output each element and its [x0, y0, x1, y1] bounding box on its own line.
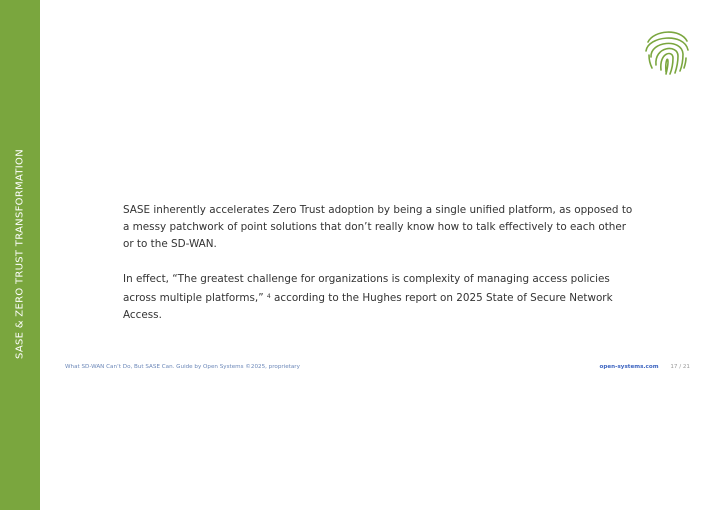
footer-right — [600, 364, 690, 370]
page-number: 17 / 21 — [670, 364, 690, 370]
fingerprint-icon — [640, 24, 694, 78]
main-content — [123, 202, 638, 342]
website-link[interactable]: open-systems.com — [599, 364, 659, 370]
paragraph-sase-zero-trust: SASE inherently accelerates Zero Trust adoption by being a single unified platform, as opposed to a messy patchwork of point solutions that don’t really know how to talk effectively to each other or to the SD-WAN. — [123, 204, 633, 250]
paragraph-hughes-report — [123, 271, 638, 324]
quote-attribution: according to the Hughes report on 2025 State of Secure Network Access. — [123, 292, 613, 321]
quote-text: In effect, “The greatest challenge for organizations is complexity of managing access policies across multiple platforms,” — [123, 273, 610, 304]
sidebar — [0, 0, 40, 510]
footer-copyright: What SD-WAN Can’t Do, But SASE Can. Guide by Open Systems ©2025, proprietary — [65, 364, 300, 370]
footnote-reference[interactable]: 4 — [266, 293, 271, 300]
sidebar-title: SASE & ZERO TRUST TRANSFORMATION — [14, 149, 26, 359]
